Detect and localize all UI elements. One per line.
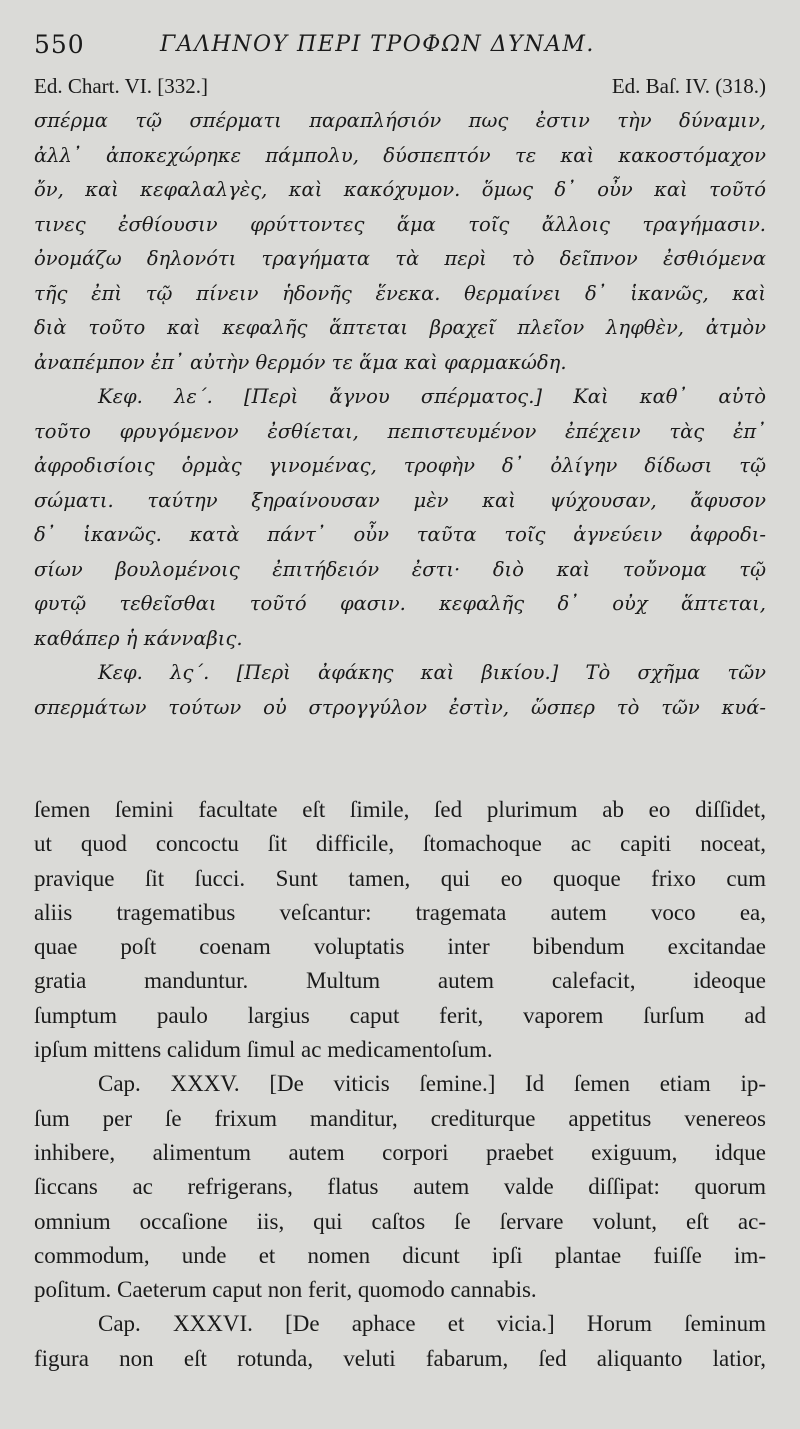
latin-line: ſum per ſe frixum manditur, crediturque appetitus venereos [34, 1105, 766, 1131]
latin-line: quae poſt coenam voluptatis inter bibendum excitandae [34, 934, 766, 960]
latin-line: poſitum. Caeterum caput non ferit, quomodo cannabis. [34, 1277, 537, 1303]
greek-line: ἀναπέμπον ἐπ᾽ αὐτὴν θερμόν τε ἅμα καὶ φαρμακώδη. [34, 350, 567, 374]
greek-line: καθάπερ ἡ κάνναβις. [34, 626, 243, 650]
latin-line: gratia manduntur. Multum autem calefacit, ideoque [34, 968, 766, 994]
page-number: 550 [34, 30, 85, 59]
latin-line: pravique ſit ſucci. Sunt tamen, qui eo quoque frixo cum [34, 865, 766, 891]
latin-text-block [34, 793, 766, 1376]
greek-line: σπέρμα τῷ σπέρματι παραπλήσιόν πως ἐστιν τὴν δύναμιν, [34, 109, 766, 132]
edition-chartier-reference: Ed. Chart. VI. [332.] [34, 74, 208, 98]
greek-line: τοῦτο φρυγόμενον ἐσθίεται, πεπιστευμένον ἐπέχειν τὰς ἐπ᾽ [34, 419, 766, 443]
greek-line: τῆς ἐπὶ τῷ πίνειν ἡδονῆς ἕνεκα. θερμαίνει δ᾽ ἱκανῶς, καὶ [34, 281, 766, 305]
latin-line: figura non eſt rotunda, veluti fabarum, ſed aliquanto latior, [34, 1345, 766, 1371]
latin-chapter-35-heading-line: Cap. XXXV. [De viticis ſemine.] Id ſemen etiam ip- [98, 1071, 766, 1097]
greek-line: ὀνομάζω δηλονότι τραγήματα τὰ περὶ τὸ δεῖπνον ἐσθιόμενα [34, 247, 766, 270]
latin-line: ſumptum paulo largius caput ferit, vaporem ſurſum ad [34, 1002, 766, 1028]
latin-line: ſemen ſemini facultate eſt ſimile, ſed plurimum ab eo diſſidet, [34, 797, 766, 822]
latin-line: aliis tragematibus veſcantur: tragemata autem voco ea, [34, 899, 766, 925]
latin-line: commodum, unde et nomen dicunt ipſi plantae fuiſſe im- [34, 1242, 766, 1268]
latin-line: ut quod concoctu ſit difficile, ſtomachoque ac capiti noceat, [34, 831, 766, 857]
page-header [34, 30, 764, 64]
greek-line: ἀφροδισίοις ὁρμὰς γινομένας, τροφὴν δ᾽ ὀλίγην δίδωσι τῷ [34, 454, 766, 477]
greek-line: φυτῷ τεθεῖσθαι τοῦτό φασιν. κεφαλῆς δ᾽ οὐχ ἅπτεται, [34, 592, 766, 615]
latin-chapter-36-heading-line: Cap. XXXVI. [De aphace et vicia.] Horum ſeminum [98, 1311, 766, 1337]
running-title: ΓΑΛΗΝΟΥ ΠΕΡΙ ΤΡΟΦΩΝ ΔΥΝΑΜ. [160, 32, 595, 57]
greek-line: σίων βουλομένοις ἐπιτήδειόν ἐστι· διὸ καὶ τοὔνομα τῷ [34, 557, 766, 581]
greek-chapter-35-heading-line: Κεφ. λε΄. [Περὶ ἄγνου σπέρματος.] Καὶ καθ᾽ αὑτὸ [98, 385, 766, 408]
greek-line: σώματι. ταύτην ξηραίνουσαν μὲν καὶ ψύχουσαν, ἄφυσον [34, 488, 766, 512]
greek-chapter-36-heading-line: Κεφ. λς΄. [Περὶ ἀφάκης καὶ βικίου.] Τὸ σχῆμα τῶν [98, 661, 766, 684]
latin-line: ſiccans ac refrigerans, flatus autem valde diſſipat: quorum [34, 1174, 766, 1200]
greek-line: ὄν, καὶ κεφαλαλγὲς, καὶ κακόχυμον. ὅμως δ᾽ οὖν καὶ τοῦτό [34, 178, 766, 201]
greek-line: διὰ τοῦτο καὶ κεφαλῆς ἅπτεται βραχεῖ πλεῖον ληφθὲν, ἀτμὸν [34, 316, 766, 339]
latin-line: omnium occaſione iis, qui caſtos ſe ſervare volunt, eſt ac- [34, 1208, 766, 1234]
greek-line: τινες ἐσθίουσιν φρύττοντες ἅμα τοῖς ἄλλοις τραγήμασιν. [34, 212, 766, 236]
greek-line: ἀλλ᾽ ἀποκεχώρηκε πάμπολυ, δύσπεπτόν τε καὶ κακοστόμαχον [34, 143, 766, 167]
greek-line: σπερμάτων τούτων οὐ στρογγύλον ἐστὶν, ὥσπερ τὸ τῶν κυά- [34, 695, 766, 719]
greek-line: δ᾽ ἱκανῶς. κατὰ πάντ᾽ οὖν ταῦτα τοῖς ἁγνεύειν ἀφροδι- [34, 523, 766, 546]
edition-references [34, 74, 766, 104]
greek-text-block [34, 104, 766, 725]
edition-basel-reference: Ed. Baſ. IV. (318.) [611, 74, 766, 98]
latin-line: ipſum mittens calidum ſimul ac medicamentoſum. [34, 1037, 493, 1063]
latin-line: inhibere, alimentum autem corpori praebet exiguum, idque [34, 1139, 766, 1165]
